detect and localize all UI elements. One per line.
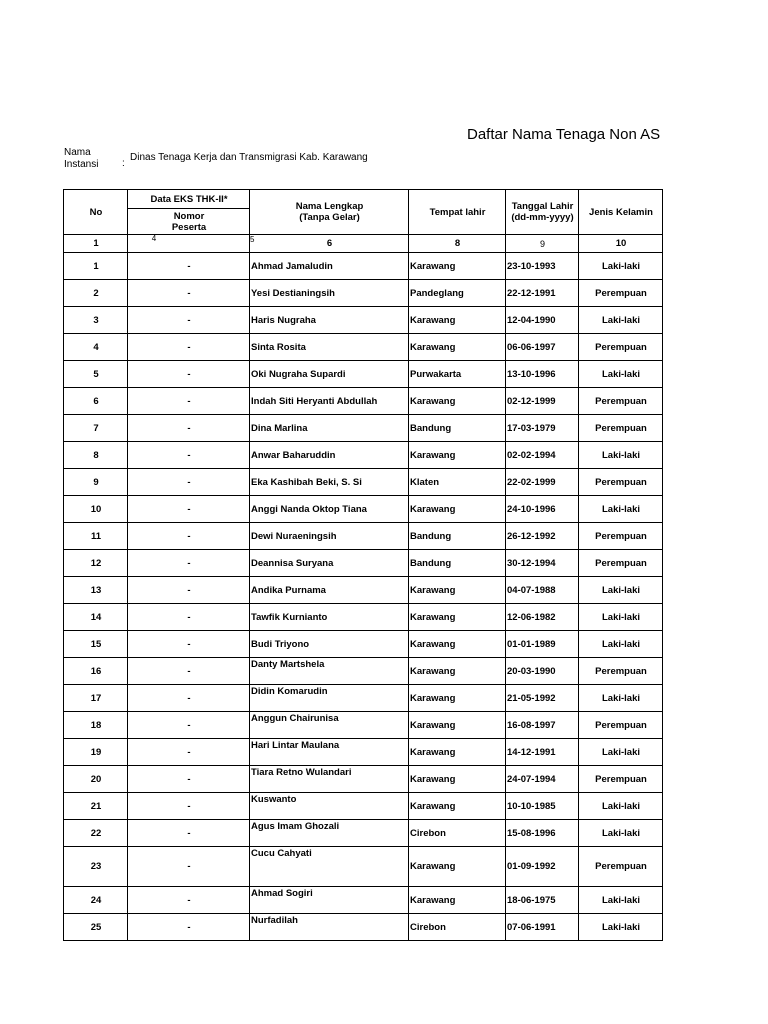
- table-row: [64, 442, 663, 469]
- row-no: 19: [64, 739, 128, 766]
- table-row: [64, 658, 663, 685]
- row-jenis: Perempuan: [579, 766, 663, 793]
- table-row: [64, 604, 663, 631]
- row-tempat: Karawang: [409, 766, 506, 793]
- row-no: 2: [64, 280, 128, 307]
- page-title: Daftar Nama Tenaga Non AS: [467, 126, 661, 143]
- row-no: 24: [64, 887, 128, 914]
- row-tanggal: 30-12-1994: [506, 550, 579, 577]
- row-nomor: -: [128, 658, 250, 685]
- row-jenis: Perempuan: [579, 388, 663, 415]
- row-nama: Budi Triyono: [250, 631, 409, 658]
- row-tanggal: 01-01-1989: [506, 631, 579, 658]
- row-nama: Didin Komarudin: [250, 685, 409, 712]
- row-jenis: Perempuan: [579, 658, 663, 685]
- row-nomor: -: [128, 253, 250, 280]
- table-row: [64, 307, 663, 334]
- row-tanggal: 16-08-1997: [506, 712, 579, 739]
- row-nama: Dina Marlina: [250, 415, 409, 442]
- row-tanggal: 12-06-1982: [506, 604, 579, 631]
- table-row: [64, 914, 663, 941]
- row-tanggal: 04-07-1988: [506, 577, 579, 604]
- row-tanggal: 22-12-1991: [506, 280, 579, 307]
- row-jenis: Laki-laki: [579, 307, 663, 334]
- row-nomor: -: [128, 793, 250, 820]
- row-tempat: Karawang: [409, 887, 506, 914]
- row-jenis: Laki-laki: [579, 496, 663, 523]
- row-nomor: -: [128, 469, 250, 496]
- row-nama: Dewi Nuraeningsih: [250, 523, 409, 550]
- table-row: [64, 793, 663, 820]
- row-tanggal: 10-10-1985: [506, 793, 579, 820]
- row-tempat: Bandung: [409, 550, 506, 577]
- row-no: 10: [64, 496, 128, 523]
- row-nomor: -: [128, 685, 250, 712]
- row-nomor: -: [128, 631, 250, 658]
- table-row: [64, 280, 663, 307]
- instansi-value: Dinas Tenaga Kerja dan Transmigrasi Kab. Karawang: [130, 152, 368, 163]
- header-tempat: Tempat lahir: [409, 190, 506, 235]
- row-nama: Ahmad Jamaludin: [250, 253, 409, 280]
- row-tanggal: 22-02-1999: [506, 469, 579, 496]
- header-jenis: Jenis Kelamin: [579, 190, 663, 235]
- row-jenis: Laki-laki: [579, 253, 663, 280]
- row-jenis: Laki-laki: [579, 820, 663, 847]
- row-nama: Ahmad Sogiri: [250, 887, 409, 914]
- table-row: [64, 631, 663, 658]
- row-tempat: Karawang: [409, 847, 506, 887]
- row-tempat: Karawang: [409, 739, 506, 766]
- row-tempat: Cirebon: [409, 914, 506, 941]
- row-jenis: Laki-laki: [579, 604, 663, 631]
- row-nama: Kuswanto: [250, 793, 409, 820]
- row-nama: Oki Nugraha Supardi: [250, 361, 409, 388]
- colnum-nomor-cell: [128, 235, 250, 253]
- row-tempat: Karawang: [409, 658, 506, 685]
- row-no: 21: [64, 793, 128, 820]
- table-row: [64, 523, 663, 550]
- row-no: 6: [64, 388, 128, 415]
- header-tanggal-line1: Tanggal Lahir: [511, 201, 574, 212]
- table-row: [64, 847, 663, 887]
- table-row: [64, 766, 663, 793]
- row-tanggal: 13-10-1996: [506, 361, 579, 388]
- header-tanggal: [506, 190, 579, 235]
- row-nomor: -: [128, 604, 250, 631]
- table-row: [64, 887, 663, 914]
- header-nomor-line1: Nomor: [173, 210, 205, 222]
- table-row: [64, 712, 663, 739]
- row-no: 5: [64, 361, 128, 388]
- row-no: 9: [64, 469, 128, 496]
- colnum-tanggal: 9: [506, 235, 579, 253]
- row-nomor: -: [128, 523, 250, 550]
- row-tanggal: 18-06-1975: [506, 887, 579, 914]
- row-tempat: Karawang: [409, 307, 506, 334]
- row-nama: Tawfik Kurnianto: [250, 604, 409, 631]
- row-jenis: Laki-laki: [579, 793, 663, 820]
- row-tempat: Karawang: [409, 253, 506, 280]
- table-row: [64, 685, 663, 712]
- row-nama: Anggun Chairunisa: [250, 712, 409, 739]
- row-tempat: Karawang: [409, 685, 506, 712]
- header-nama-line1: Nama Lengkap: [295, 201, 364, 212]
- row-no: 1: [64, 253, 128, 280]
- row-tanggal: 24-10-1996: [506, 496, 579, 523]
- row-jenis: Laki-laki: [579, 685, 663, 712]
- row-no: 15: [64, 631, 128, 658]
- row-tempat: Karawang: [409, 631, 506, 658]
- row-no: 3: [64, 307, 128, 334]
- row-no: 7: [64, 415, 128, 442]
- row-jenis: Perempuan: [579, 469, 663, 496]
- row-jenis: Perempuan: [579, 550, 663, 577]
- row-jenis: Perempuan: [579, 415, 663, 442]
- header-nomor: [128, 209, 250, 235]
- row-no: 25: [64, 914, 128, 941]
- row-nama: Eka Kashibah Beki, S. Si: [250, 469, 409, 496]
- colnum-nama: 6: [326, 238, 333, 249]
- row-jenis: Perempuan: [579, 523, 663, 550]
- row-tanggal: 06-06-1997: [506, 334, 579, 361]
- row-tanggal: 21-05-1992: [506, 685, 579, 712]
- row-jenis: Laki-laki: [579, 887, 663, 914]
- row-nomor: -: [128, 496, 250, 523]
- row-tanggal: 23-10-1993: [506, 253, 579, 280]
- row-tempat: Karawang: [409, 496, 506, 523]
- row-nomor: -: [128, 914, 250, 941]
- row-tempat: Cirebon: [409, 820, 506, 847]
- row-no: 12: [64, 550, 128, 577]
- header-eks-group: Data EKS THK-II*: [128, 190, 250, 209]
- row-nomor: -: [128, 415, 250, 442]
- row-no: 11: [64, 523, 128, 550]
- row-jenis: Laki-laki: [579, 442, 663, 469]
- row-nomor: -: [128, 388, 250, 415]
- row-tanggal: 20-03-1990: [506, 658, 579, 685]
- row-tempat: Karawang: [409, 442, 506, 469]
- colnum-nama-cell: [250, 235, 409, 253]
- row-jenis: Perempuan: [579, 334, 663, 361]
- row-nama: Anggi Nanda Oktop Tiana: [250, 496, 409, 523]
- instansi-label-line1: Nama: [64, 147, 91, 158]
- row-nama: Deannisa Suryana: [250, 550, 409, 577]
- row-nomor: -: [128, 334, 250, 361]
- row-tanggal: 17-03-1979: [506, 415, 579, 442]
- row-nomor: -: [128, 820, 250, 847]
- colnum-jenis: 10: [579, 235, 663, 253]
- row-nama: Sinta Rosita: [250, 334, 409, 361]
- row-nomor: -: [128, 550, 250, 577]
- row-nomor: -: [128, 739, 250, 766]
- row-tanggal: 14-12-1991: [506, 739, 579, 766]
- table-row: [64, 361, 663, 388]
- header-nama: [250, 190, 409, 235]
- row-jenis: Laki-laki: [579, 361, 663, 388]
- instansi-colon: :: [122, 158, 125, 169]
- row-jenis: Laki-laki: [579, 914, 663, 941]
- row-no: 23: [64, 847, 128, 887]
- colnum-nama-small: 5: [250, 235, 255, 244]
- row-no: 13: [64, 577, 128, 604]
- row-no: 14: [64, 604, 128, 631]
- row-jenis: Perempuan: [579, 712, 663, 739]
- row-tanggal: 01-09-1992: [506, 847, 579, 887]
- row-no: 20: [64, 766, 128, 793]
- row-no: 8: [64, 442, 128, 469]
- row-tanggal: 24-07-1994: [506, 766, 579, 793]
- row-tempat: Karawang: [409, 334, 506, 361]
- table-row: [64, 820, 663, 847]
- row-nama: Haris Nugraha: [250, 307, 409, 334]
- row-nama: Cucu Cahyati: [250, 847, 409, 887]
- row-tanggal: 12-04-1990: [506, 307, 579, 334]
- header-no: No: [64, 190, 128, 235]
- table-row: [64, 577, 663, 604]
- row-no: 4: [64, 334, 128, 361]
- row-nomor: -: [128, 887, 250, 914]
- row-jenis: Perempuan: [579, 280, 663, 307]
- row-nomor: -: [128, 847, 250, 887]
- colnum-tempat: 8: [409, 235, 506, 253]
- row-nomor: -: [128, 712, 250, 739]
- row-nama: Indah Siti Heryanti Abdullah: [250, 388, 409, 415]
- row-no: 18: [64, 712, 128, 739]
- table-row: [64, 739, 663, 766]
- row-nomor: -: [128, 280, 250, 307]
- row-tanggal: 26-12-1992: [506, 523, 579, 550]
- row-tanggal: 07-06-1991: [506, 914, 579, 941]
- row-nama: Tiara Retno Wulandari: [250, 766, 409, 793]
- row-tanggal: 15-08-1996: [506, 820, 579, 847]
- row-jenis: Perempuan: [579, 847, 663, 887]
- row-tempat: Pandeglang: [409, 280, 506, 307]
- table-row: [64, 388, 663, 415]
- instansi-label: [64, 147, 98, 171]
- row-nomor: -: [128, 361, 250, 388]
- row-nama: Nurfadilah: [250, 914, 409, 941]
- table-row: [64, 253, 663, 280]
- row-tanggal: 02-02-1994: [506, 442, 579, 469]
- row-nama: Anwar Baharuddin: [250, 442, 409, 469]
- row-tempat: Klaten: [409, 469, 506, 496]
- row-nama: Agus Imam Ghozali: [250, 820, 409, 847]
- row-nomor: -: [128, 766, 250, 793]
- table-row: [64, 334, 663, 361]
- row-tempat: Bandung: [409, 523, 506, 550]
- row-tempat: Karawang: [409, 712, 506, 739]
- colnum-no: 1: [64, 235, 128, 253]
- row-tempat: Karawang: [409, 577, 506, 604]
- row-no: 16: [64, 658, 128, 685]
- row-nomor: -: [128, 442, 250, 469]
- header-nama-line2: (Tanpa Gelar): [299, 212, 360, 223]
- header-tanggal-line2: (dd-mm-yyyy): [511, 212, 574, 223]
- header-nomor-line2: Peserta: [171, 221, 207, 233]
- colnum-nomor: 4: [151, 234, 157, 243]
- row-nama: Hari Lintar Maulana: [250, 739, 409, 766]
- table-row: [64, 469, 663, 496]
- row-nama: Danty Martshela: [250, 658, 409, 685]
- row-tempat: Karawang: [409, 793, 506, 820]
- row-tempat: Bandung: [409, 415, 506, 442]
- row-no: 22: [64, 820, 128, 847]
- row-tempat: Purwakarta: [409, 361, 506, 388]
- row-nama: Andika Purnama: [250, 577, 409, 604]
- table-row: [64, 415, 663, 442]
- row-jenis: Laki-laki: [579, 739, 663, 766]
- row-tempat: Karawang: [409, 388, 506, 415]
- table-row: [64, 550, 663, 577]
- employee-table: [63, 189, 663, 941]
- row-tempat: Karawang: [409, 604, 506, 631]
- instansi-label-line2: Instansi: [64, 159, 99, 170]
- row-nama: Yesi Destianingsih: [250, 280, 409, 307]
- row-nomor: -: [128, 307, 250, 334]
- row-jenis: Laki-laki: [579, 631, 663, 658]
- row-nomor: -: [128, 577, 250, 604]
- row-no: 17: [64, 685, 128, 712]
- row-jenis: Laki-laki: [579, 577, 663, 604]
- row-tanggal: 02-12-1999: [506, 388, 579, 415]
- table-body: [64, 253, 663, 941]
- table-row: [64, 496, 663, 523]
